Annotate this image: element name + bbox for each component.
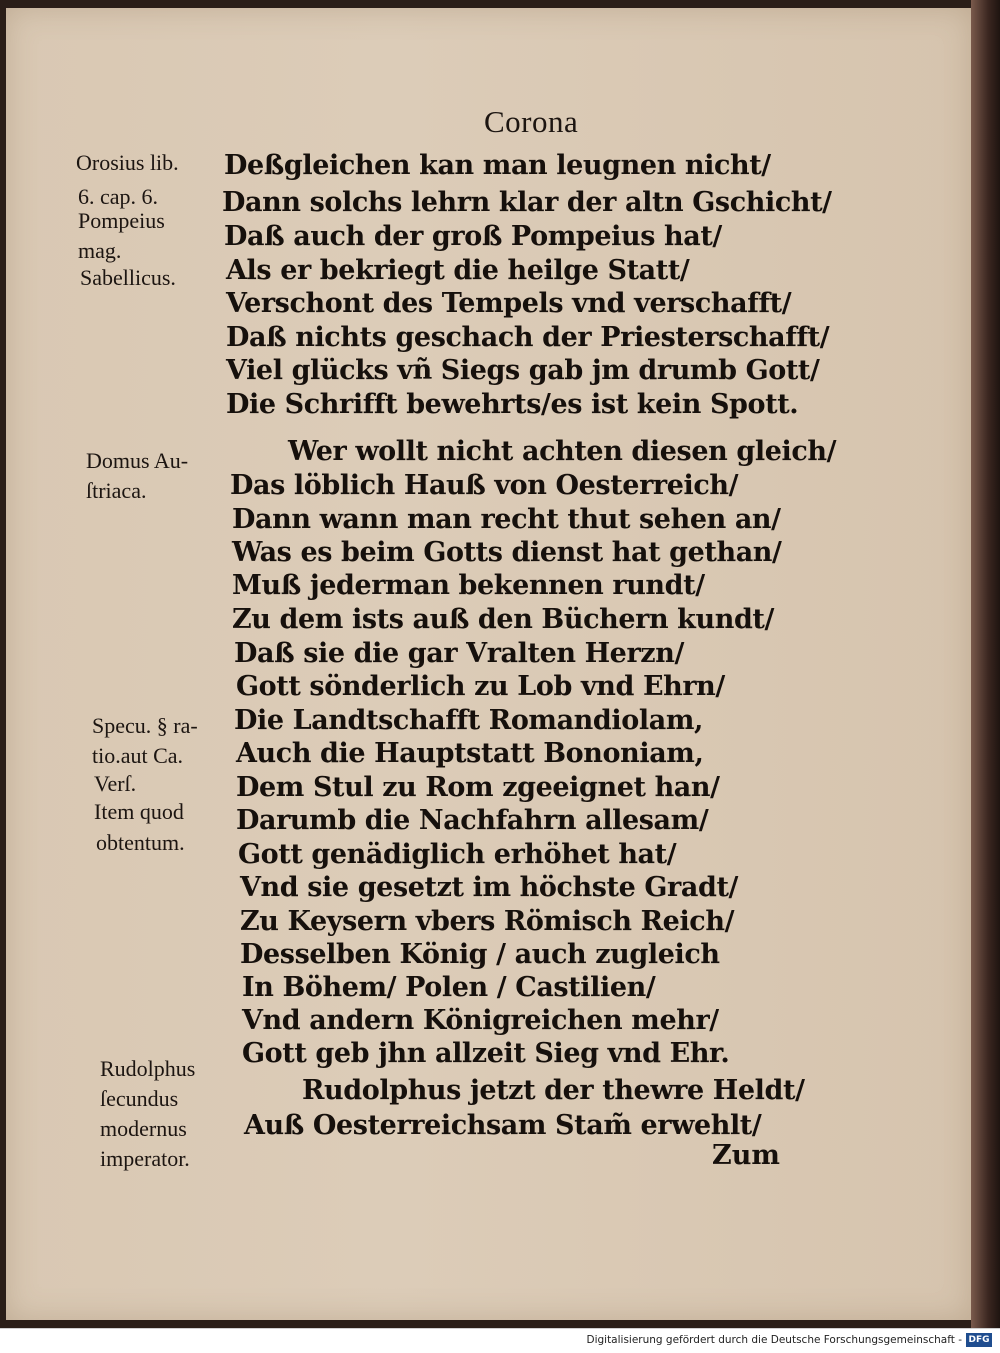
funding-credit: Digitalisierung gefördert durch die Deutsche Forschungsgemeinschaft - xyxy=(586,1334,962,1346)
margin-note: imperator. xyxy=(100,1146,190,1171)
verse-line: Zu Keysern vbers Römisch Reich/ xyxy=(240,906,735,937)
page-edge xyxy=(971,0,1000,1328)
margin-note: Domus Au- xyxy=(86,448,189,473)
margin-note: 6. cap. 6. xyxy=(78,184,159,209)
verse-line: Deßgleichen kan man leugnen nicht/ xyxy=(224,150,771,181)
running-head: Corona xyxy=(484,104,579,139)
verse-line: Das löblich Hauß von Oesterreich/ xyxy=(230,470,739,501)
margin-note: Rudolphus xyxy=(100,1056,196,1081)
margin-note: ſtriaca. xyxy=(86,478,147,503)
margin-note: obtentum. xyxy=(96,830,185,855)
verse-line: Daß sie die gar Vralten Herzn/ xyxy=(234,638,684,669)
margin-note: mag. xyxy=(78,238,122,263)
verse-line: Viel glücks vñ Siegs gab jm drumb Gott/ xyxy=(226,355,820,386)
verse-line: Als er bekriegt die heilge Statt/ xyxy=(226,255,690,286)
verse-line: In Böhem/ Polen / Castilien/ xyxy=(242,972,656,1003)
verse-line: Rudolphus jetzt der thewre Heldt/ xyxy=(302,1075,805,1106)
verse-line: Muß jederman bekennen rundt/ xyxy=(232,570,705,601)
verse-line: Die Schrifft bewehrts/es ist kein Spott. xyxy=(226,389,799,420)
margin-note: Pompeius xyxy=(78,208,165,233)
verse-line: Dann solchs lehrn klar der altn Gschicht/ xyxy=(222,187,832,218)
verse-line: Dann wann man recht thut sehen an/ xyxy=(232,504,781,535)
verse-line: Auß Oesterreichsam Stam̃ erwehlt/ xyxy=(244,1110,762,1141)
verse-line: Desselben König / auch zugleich xyxy=(240,939,720,970)
margin-note: Verſ. xyxy=(94,771,137,796)
verse-line: Dem Stul zu Rom zgeeignet han/ xyxy=(236,772,720,803)
verse-line: Auch die Hauptstatt Bononiam, xyxy=(236,738,704,769)
margin-note: tio.aut Ca. xyxy=(92,743,184,768)
margin-note: Orosius lib. xyxy=(76,150,179,175)
verse-line: Darumb die Nachfahrn allesam/ xyxy=(236,805,709,836)
footer-bar xyxy=(0,1328,1000,1353)
margin-note: ſecundus xyxy=(100,1086,179,1111)
margin-note: Sabellicus. xyxy=(80,265,176,290)
verse-line: Gott sönderlich zu Lob vnd Ehrn/ xyxy=(236,671,725,702)
verse-line: Die Landtschafft Romandiolam, xyxy=(234,705,703,736)
verse-line: Daß nichts geschach der Priesterschafft/ xyxy=(226,322,830,353)
verse-line: Wer wollt nicht achten diesen gleich/ xyxy=(288,436,837,467)
verse-line: Vnd andern Königreichen mehr/ xyxy=(242,1005,719,1036)
verse-line: Verschont des Tempels vnd verschafft/ xyxy=(226,288,792,319)
verse-line: Daß auch der groß Pompeius hat/ xyxy=(224,221,722,252)
dfg-logo-icon: DFG xyxy=(966,1333,992,1347)
catchword: Zum xyxy=(712,1140,780,1171)
verse-line: Was es beim Gotts dienst hat gethan/ xyxy=(232,537,782,568)
verse-line: Gott geb jhn allzeit Sieg vnd Ehr. xyxy=(242,1038,730,1069)
verse-line: Gott genädiglich erhöhet hat/ xyxy=(238,839,677,870)
margin-note: Item quod xyxy=(94,799,184,824)
margin-note: modernus xyxy=(100,1116,187,1141)
verse-line: Zu dem ists auß den Büchern kundt/ xyxy=(232,604,774,635)
margin-note: Specu. § ra- xyxy=(92,713,198,738)
verse-line: Vnd sie gesetzt im höchste Gradt/ xyxy=(240,872,738,903)
